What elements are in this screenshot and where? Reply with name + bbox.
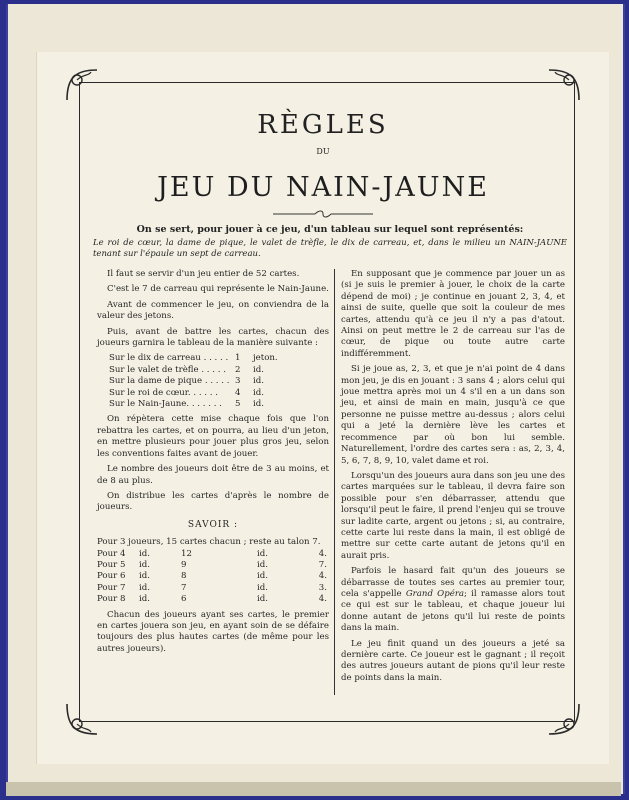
table-row: Sur le roi de cœur. . . . . . 4 id. [109, 387, 264, 398]
intro-bold: On se sert, pour jouer à ce jeu, d'un tableau sur lequel sont représentés: [136, 224, 524, 235]
table-row: Pour 7 id. 7 id. 3. [97, 582, 327, 593]
paragraph: Le jeu finit quand un des joueurs a jeté sa dernière carte. Ce joueur est le gagnant ; il reçoit des autres joueurs autant de pions qu'il leur reste de points dans la main. [341, 638, 565, 683]
grand-opera-term: Grand Opéra [405, 588, 465, 599]
paragraph: On distribue les cartes d'après le nombre de joueurs. [97, 490, 329, 513]
board-bottom-edge [6, 782, 621, 796]
flourish-corner-icon [547, 68, 581, 102]
flourish-corner-icon [65, 702, 99, 736]
table-row: Sur le valet de trèfle . . . . . 2 id. [109, 364, 264, 375]
flourish-corner-icon [65, 68, 99, 102]
column-divider [334, 269, 335, 695]
ornamental-rule-icon [273, 210, 373, 218]
table-row: Pour 6 id. 8 id. 4. [97, 571, 327, 582]
title-jeu: JEU DU NAIN-JAUNE [157, 172, 489, 203]
jetons-table [97, 353, 329, 410]
paragraph: On répètera cette mise chaque fois que l'on rebattra les cartes, et on pourra, au lieu d'un jeton, en mettre plusieurs pour jouer plus gros jeu, selon les conventions faites avant de jouer. [97, 414, 329, 459]
paragraph: Avant de commencer le jeu, on conviendra de la valeur des jetons. [97, 299, 329, 322]
savoir-first-row: Pour 3 joueurs, 15 cartes chacun ; reste au talon 7. [97, 537, 321, 548]
table-row: Pour 5 id. 9 id. 7. [97, 559, 327, 570]
right-column [341, 269, 565, 688]
paragraph: Le nombre des joueurs doit être de 3 au moins, et de 8 au plus. [97, 464, 329, 486]
card-board [6, 4, 625, 794]
paragraph: Chacun des joueurs ayant ses cartes, le premier en cartes jouera son jeu, en ayant soin de se défaire toujours des plus hautes cartes (de même pour les autres joueurs). [97, 609, 329, 654]
savoir-heading: SAVOIR : [187, 519, 239, 530]
paragraph: Parfois le hasard fait qu'un des joueurs se débarrasse de toutes ses cartes au premier tour, cela s'appelle Grand Opéra; il ramasse alors tout ce qui est sur le tableau, et chaque joueur lui donne autant de jetons qu'il lui reste de points dans la main. [341, 566, 565, 634]
table-row: Pour 8 id. 6 id. 4. [97, 594, 327, 605]
title-du: DU [316, 147, 330, 156]
paragraph: En supposant que je commence par jouer un as (si je suis le premier à jouer, le choix de la carte dépend de moi) ; je continue en jouant 2, 3, 4, et ainsi de suite, quelle que soit la couleur de mes cartes, attendu qu'à ce jeu il n'y a pas d'atout. Ainsi on peut mettre le 2 de carreau sur l'as de cœur, de pique ou toute autre carte indifféremment. [341, 269, 565, 359]
left-column [97, 269, 329, 659]
paragraph: Il faut se servir d'un jeu entier de 52 cartes. [107, 269, 300, 279]
paragraph: Lorsqu'un des joueurs aura dans son jeu une des cartes marquées sur le tableau, il devra faire son possible pour s'en débarrasser, attendu que lorsqu'il peut le faire, il prend l'enjeu qui se trouve sur ladite carte, argent ou jetons ; si, au contraire, cette carte lui reste dans la main, il est obligé de mettre sur cette carte autant de jetons qu'il en aurait pris. [341, 470, 565, 561]
paragraph: C'est le 7 de carreau qui représente le Nain-Jaune. [107, 284, 329, 295]
intro-italic: Le roi de cœur, la dame de pique, le valet de trèfle, le dix de carreau, et, dans le milieu un NAIN-JAUNE tenant sur l'épaule un sept de carreau. [93, 238, 567, 259]
title-regles: RÈGLES [257, 110, 389, 140]
table-row: Sur la dame de pique . . . . . 3 id. [109, 376, 264, 387]
rules-sheet [36, 52, 609, 764]
flourish-corner-icon [547, 702, 581, 736]
savoir-table [97, 549, 329, 606]
table-row: Sur le dix de carreau . . . . . 1 jeton. [109, 353, 278, 364]
paragraph: Si je joue as, 2, 3, et que je n'ai point de 4 dans mon jeu, je dis en jouant : 3 sans 4 ; alors celui qui joue mettra après moi un 4 s'il en a un dans son jeu, et ainsi de main en main, jusqu'à ce que personne ne puisse mettre au-dessus ; alors celui qui a jeté la dernière lève les cartes et recommence par où bon lui semble. Naturellement, l'ordre des cartes sera : as, 2, 3, 4, 5, 6, 7, 8, 9, 10, valet dame et roi. [341, 364, 565, 466]
paragraph: Puis, avant de battre les cartes, chacun des joueurs garnira le tableau de la manière suivante : [97, 326, 329, 349]
table-row: Pour 4 id. 12 id. 4. [97, 548, 327, 559]
table-row: Sur le Nain-Jaune. . . . . . . 5 id. [109, 399, 264, 410]
